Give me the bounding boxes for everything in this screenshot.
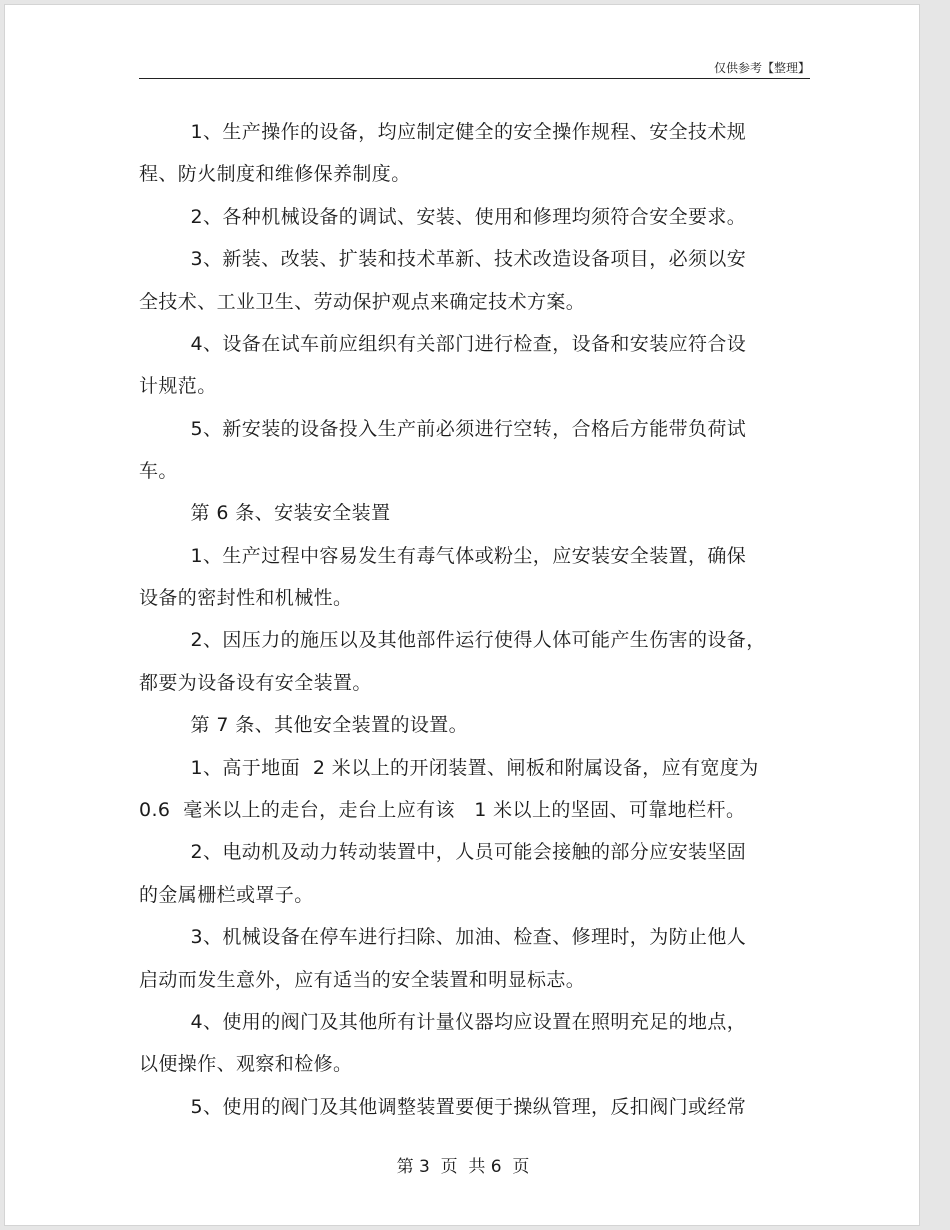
- body-line: 1、生产过程中容易发生有毒气体或粉尘，应安装安全装置，确保: [139, 545, 747, 567]
- body-line: 启动而发生意外，应有适当的安全装置和明显标志。: [139, 969, 586, 991]
- body-line: 的金属栅栏或罩子。: [139, 884, 314, 906]
- body-line: 2、因压力的施压以及其他部件运行使得人体可能产生伤害的设备，: [139, 629, 766, 651]
- body-line: 计规范。: [139, 375, 217, 397]
- header-divider: [139, 78, 810, 79]
- body-line: 2、电动机及动力转动装置中，人员可能会接触的部分应安装坚固: [139, 841, 747, 863]
- body-line: 4、使用的阀门及其他所有计量仪器均应设置在照明充足的地点，: [139, 1011, 747, 1033]
- body-line: 4、设备在试车前应组织有关部门进行检查，设备和安装应符合设: [139, 333, 747, 355]
- body-line: 程、防火制度和维修保养制度。: [139, 163, 411, 185]
- body-line: 2、各种机械设备的调试、安装、使用和修理均须符合安全要求。: [139, 206, 747, 228]
- body-line: 全技术、工业卫生、劳动保护观点来确定技术方案。: [139, 291, 586, 313]
- section-heading: 第 6 条、安装安全装置: [139, 502, 391, 524]
- body-line: 5、新安装的设备投入生产前必须进行空转，合格后方能带负荷试: [139, 418, 747, 440]
- body-line: 1、高于地面 2 米以上的开闭装置、闸板和附属设备，应有宽度为: [139, 757, 759, 779]
- document-page: [4, 4, 920, 1226]
- page-header: 仅供参考【整理】: [713, 61, 810, 75]
- body-line: 都要为设备设有安全装置。: [139, 672, 372, 694]
- body-line: 设备的密封性和机械性。: [139, 587, 353, 609]
- body-line: 5、使用的阀门及其他调整装置要便于操纵管理，反扣阀门或经常: [139, 1096, 747, 1118]
- page-number: 第 3 页 共 6 页: [396, 1157, 530, 1177]
- body-line: 3、机械设备在停车进行扫除、加油、检查、修理时，为防止他人: [139, 926, 747, 948]
- body-line: 3、新装、改装、扩装和技术革新、技术改造设备项目，必须以安: [139, 248, 747, 270]
- body-line: 0.6 毫米以上的走台，走台上应有该 1 米以上的坚固、可靠地栏杆。: [139, 799, 746, 821]
- body-line: 1、生产操作的设备，均应制定健全的安全操作规程、安全技术规: [139, 121, 747, 143]
- section-heading: 第 7 条、其他安全装置的设置。: [139, 714, 469, 736]
- body-line: 以便操作、观察和检修。: [139, 1053, 353, 1075]
- body-line: 车。: [139, 460, 178, 482]
